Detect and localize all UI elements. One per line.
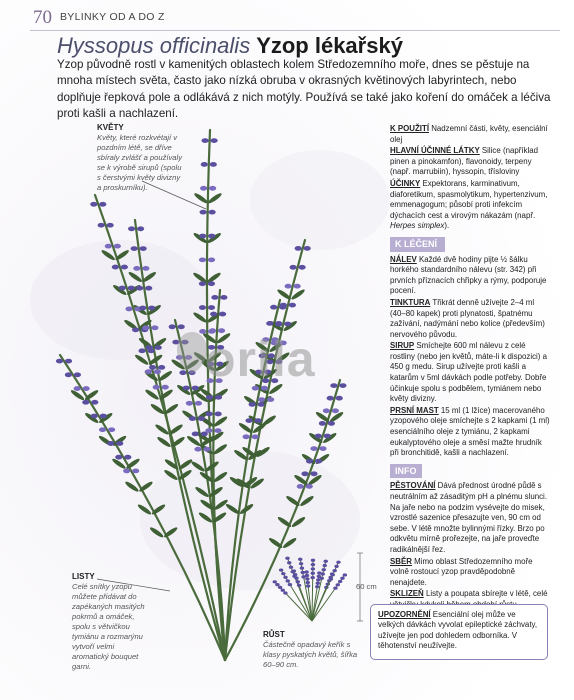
plant-flower — [155, 345, 162, 350]
plant-flower — [243, 434, 250, 439]
intro-paragraph: Yzop původně rostl v kamenitých oblastech kolem Středozemního moře, dnes se pěstuje na mnoha místech světa, často jako nízká obruba v okrasných květinových labyrintech, nebo doplňuje řepková pole a odlákává z nich motýly. Používá se také jako koření do omáček a léčiva proti kašli a nachlazení. — [57, 58, 551, 121]
thumb-flower — [288, 583, 292, 586]
plant-flower — [306, 484, 313, 489]
plant-flower — [142, 325, 149, 330]
ingredients-text: Silice (například pinen a pinokamfon), flavonoidy, terpeny (např. marrubiin), hyssopin, třísloviny — [390, 146, 539, 177]
plant-flower — [210, 138, 217, 143]
treatment-band: K LÉČENÍ — [390, 237, 445, 252]
thumb-flower — [301, 571, 305, 574]
thumb-flower — [338, 580, 342, 583]
thumb-flower — [283, 576, 287, 579]
plant-flower — [324, 434, 331, 439]
tincture-entry — [390, 298, 552, 340]
harvest-text: Mimo oblast Středozemního moře volně rostoucí yzop pravděpodobně nenajdete. — [390, 556, 533, 587]
plant-flower — [336, 396, 343, 401]
czech-name: Yzop lékařský — [256, 33, 403, 58]
thumb-flower — [289, 566, 293, 569]
thumb-flower — [306, 584, 310, 587]
plant-flower — [56, 359, 63, 364]
thumb-flower — [316, 582, 320, 585]
thumb-flower — [332, 569, 336, 572]
plant-leaf — [206, 232, 222, 245]
plant-flower — [203, 447, 210, 452]
plant-flower — [74, 386, 81, 391]
plant-flower — [65, 359, 72, 364]
plant-flower — [183, 386, 190, 391]
plant-flower — [194, 447, 201, 452]
thumb-flower — [336, 583, 340, 586]
plant-leaf — [194, 486, 210, 499]
plant-flower — [201, 162, 208, 167]
effects-end: ). — [444, 221, 450, 231]
plant-leaf — [127, 271, 143, 284]
plant-flower — [249, 402, 256, 407]
plant-flower — [199, 257, 206, 262]
plant-flower — [199, 305, 206, 310]
effects-text: Expektorans, karminativum, diaforetikum, spasmolytikum, hypertenzivum, emmenagogum; působí proti infekcím dýchacích cest a virovým nákazám (např. — [390, 178, 548, 220]
plant-flower — [285, 284, 292, 289]
thumb-flower — [322, 568, 326, 571]
thumb-flower — [275, 583, 279, 586]
plant-flower — [206, 395, 213, 400]
plant-leaf — [141, 271, 157, 284]
plant-flower — [139, 306, 146, 311]
plant-flower — [299, 265, 306, 270]
watermark-text: orila — [205, 331, 316, 387]
plant-flower — [323, 408, 330, 413]
plant-flower — [319, 446, 326, 451]
thumb-flower — [273, 580, 277, 583]
plant-leaf — [190, 460, 206, 473]
thumb-flower — [323, 564, 327, 567]
plant-flower — [112, 265, 119, 270]
thumb-flower — [299, 562, 303, 565]
plant-flower — [199, 234, 206, 239]
plant-flower — [131, 246, 138, 251]
thumb-flower — [311, 563, 315, 566]
thumb-flower — [340, 577, 344, 580]
plant-flower — [339, 383, 346, 388]
plant-flower — [99, 202, 106, 207]
thumb-flower — [281, 572, 285, 575]
plant-leaf — [238, 422, 254, 435]
plant-flower — [169, 324, 176, 329]
harvesting-label: SKLIZEŇ — [390, 589, 424, 599]
plant-leaf — [213, 443, 229, 456]
thumb-flower — [279, 568, 283, 571]
growth-caption-text: Částečně opadavý keřík s klasy pyskatých květů, šířka 60–90 cm. — [263, 640, 358, 669]
thumb-flower — [304, 570, 308, 573]
watermark-logo-icon — [175, 330, 209, 376]
thumb-flower — [311, 567, 315, 570]
plant-flower — [310, 471, 317, 476]
info-column — [390, 124, 552, 612]
thumb-flower — [311, 559, 315, 562]
plant-flower — [107, 223, 114, 228]
plant-flower — [145, 369, 152, 374]
plant-flower — [154, 369, 161, 374]
plant-leaf — [208, 486, 224, 499]
thumb-flower — [320, 577, 324, 580]
plant-flower — [220, 295, 227, 300]
plant-flower — [107, 441, 114, 446]
use-label: K POUŽITÍ — [390, 124, 430, 133]
plant-flower — [132, 327, 139, 332]
thumb-flower — [298, 558, 302, 561]
plant-flower — [310, 446, 317, 451]
plant-leaf — [164, 403, 180, 416]
plant-flower — [198, 416, 205, 421]
plant-flower — [209, 186, 216, 191]
thumb-flower — [300, 566, 304, 569]
plant-flower — [254, 418, 261, 423]
syrup-label: SIRUP — [390, 341, 415, 351]
plant-leaf — [213, 471, 229, 484]
thumb-flower — [324, 560, 328, 563]
plant-flower — [201, 138, 208, 143]
plant-flower — [133, 266, 140, 271]
plant-flower — [270, 305, 277, 310]
plant-flower — [210, 312, 217, 317]
plant-flower — [304, 246, 311, 251]
plant-leaf — [192, 311, 208, 324]
plant-flower — [290, 265, 297, 270]
plant-flower — [279, 305, 286, 310]
thumb-flower — [285, 557, 289, 560]
plant-flower — [83, 386, 90, 391]
plant-flower — [114, 244, 121, 249]
plant-leaf — [146, 304, 162, 317]
thumb-flower — [286, 579, 290, 582]
plant-flower — [136, 286, 143, 291]
info-band: INFO — [390, 464, 422, 479]
leaves-caption-text: Celé snítky yzopu můžete přidávat do zapékaných masitých pokrmů a omáček, spolu s větvičkou tymiánu a rozmarýnu vytvoří velmi aromatický bouquet garni. — [72, 582, 145, 671]
plant-flower — [116, 441, 123, 446]
growth-caption-title: RŮST — [263, 630, 285, 639]
thumb-flower — [278, 586, 282, 589]
tincture-text: Třikrát denně užívejte 2–4 ml (40–80 kapek) proti plynatosti, špatnému zažívání, nadýmání nebo kolice (především) nervového původu. — [390, 297, 545, 339]
plant-flower — [140, 246, 147, 251]
thumb-flower — [333, 587, 337, 590]
plant-flower — [148, 306, 155, 311]
thumb-flower — [287, 561, 291, 564]
use-entry — [390, 124, 552, 145]
plant-flower — [146, 345, 153, 350]
use-text: Nadzemní části, květy, esenciální olej — [390, 124, 548, 144]
plant-flower — [332, 408, 339, 413]
plant-flower — [289, 303, 296, 308]
plant-flower — [151, 325, 158, 330]
effects-label: ÚČINKY — [390, 178, 421, 188]
plant-flower — [219, 312, 226, 317]
thumb-flower — [292, 569, 296, 572]
plant-flower — [74, 372, 81, 377]
chest-rub-label: PRSNÍ MAST — [390, 405, 439, 415]
thumb-flower — [283, 591, 287, 594]
thumb-flower — [306, 581, 310, 584]
plant-flower — [208, 305, 215, 310]
thumb-flower — [305, 577, 309, 580]
growth-height-label: 60 cm — [356, 582, 377, 591]
plant-flower — [91, 414, 98, 419]
flowers-caption-title: KVĚTY — [97, 123, 124, 132]
plant-flower — [211, 295, 218, 300]
plant-flower — [284, 322, 291, 327]
plant-flower — [138, 348, 145, 353]
plant-flower — [162, 385, 169, 390]
page-title — [57, 33, 403, 59]
plant-flower — [119, 286, 126, 291]
plant-flower — [145, 286, 152, 291]
plant-flower — [301, 471, 308, 476]
plant-flower — [124, 455, 131, 460]
plant-flower — [153, 385, 160, 390]
plant-flower — [132, 469, 139, 474]
thumb-flower — [293, 573, 297, 576]
leaves-caption-title: LISTY — [72, 572, 95, 581]
plant-flower — [294, 284, 301, 289]
plant-leaf — [213, 415, 229, 428]
plant-leaf — [198, 511, 214, 524]
header-divider — [30, 30, 560, 31]
plant-flower — [315, 459, 322, 464]
syrup-text: Smíchejte 600 ml nálevu z celé rostliny (nebo jen květů, máte-li k dispozici) a 450 g medu. Sirup užívejte proti kašli a katarům v 5ml dávkách podle potřeby. Dobře účinkuje spolu s podbělem, tymiánem nebo květy divizny. — [390, 341, 547, 404]
plant-flower — [327, 396, 334, 401]
plant-flower — [192, 432, 199, 437]
plant-flower — [205, 428, 212, 433]
plant-flower — [149, 365, 156, 370]
plant-flower — [100, 414, 107, 419]
plant-flower — [319, 421, 326, 426]
plant-flower — [214, 428, 221, 433]
plant-flower — [215, 395, 222, 400]
effects-entry — [390, 179, 552, 232]
warning-label: UPOZORNĚNÍ — [378, 610, 431, 619]
plant-flower — [245, 418, 252, 423]
warning-text: Esenciální olej může ve velkých dávkách vyvolat epileptické záchvaty, užívejte jen pod dohledem odborníka. V těhotenství neužívejte. — [378, 610, 538, 651]
plant-flower — [158, 365, 165, 370]
plant-flower — [137, 226, 144, 231]
plant-flower — [142, 266, 149, 271]
growing-label: PĚSTOVÁNÍ — [390, 481, 436, 491]
harvesting-text: Listy a poupata sbírejte v létě, celé — [425, 589, 548, 599]
plant-flower — [121, 265, 128, 270]
syrup-entry — [390, 341, 552, 405]
thumb-flower — [336, 561, 340, 564]
plant-flower — [215, 412, 222, 417]
plant-flower — [99, 427, 106, 432]
thumb-flower — [334, 565, 338, 568]
plant-flower — [105, 244, 112, 249]
thumb-flower — [294, 577, 298, 580]
infusion-text: Každé dvě hodiny pijte ½ šálku horkého standardního nálevu (str. 342) při prvních příznacích chřipky a rýmy, podporuje pocení. — [390, 254, 547, 296]
leaves-pointer-line — [95, 575, 175, 595]
thumb-flower — [296, 580, 300, 583]
ingredients-label: HLAVNÍ ÚČINNÉ LÁTKY — [390, 146, 480, 156]
thumb-flower — [311, 572, 315, 575]
plant-flower — [115, 455, 122, 460]
growing-text: Dává přednost úrodné půdě s neutrálním až zásaditým pH a plnému slunci. Na jaře nebo na podzim vysévejte do misek, vzrostlé sazenice přesazujte ven, 90 cm od sebe. V létě množte bylinnými řízky. Brzo po odkvětu mírně prořezejte, na jaře proveďte radikálnější řez. — [390, 481, 548, 554]
plant-flower — [275, 321, 282, 326]
chest-rub-text: 15 ml (1 lžíce) macerovaného yzopového oleje smíchejte s 2 kapkami (1 ml) esenciálního oleje z tymiánu, 2 kapkami eukalyptového oleje a směsí mažte hrudník při bronchitidě, kašli a nachlazení. — [390, 405, 550, 458]
plant-flower — [178, 324, 185, 329]
plant-flower — [252, 434, 259, 439]
page-number: 70 — [33, 7, 52, 28]
plant-flower — [123, 469, 130, 474]
thumb-flower — [321, 572, 325, 575]
thumb-flower — [281, 589, 285, 592]
chest-rub-entry — [390, 406, 552, 459]
latin-name: Hyssopus officinalis — [57, 33, 251, 58]
plant-flower — [125, 307, 132, 312]
thumb-flower — [331, 573, 335, 576]
plant-flower — [330, 383, 337, 388]
plant-flower — [186, 401, 193, 406]
infusion-entry — [390, 255, 552, 297]
plant-flower — [65, 372, 72, 377]
effects-italic: Herpes simplex — [390, 221, 445, 231]
plant-flower — [208, 281, 215, 286]
plant-flower — [295, 246, 302, 251]
tincture-label: TINKTURA — [390, 297, 431, 307]
flowers-caption-text: Květy, které rozkvétají v pozdním létě, se dříve sbíraly zvlášť a používaly se k výrobě sirupů (spolu s čerstvými květy divizny a proskurníku). — [97, 133, 182, 192]
plant-flower — [315, 434, 322, 439]
growing-entry — [390, 481, 552, 555]
thumb-flower — [343, 573, 347, 576]
plant-flower — [199, 281, 206, 286]
harvest-entry — [390, 557, 552, 589]
plant-flower — [258, 402, 265, 407]
plant-flower — [297, 484, 304, 489]
warning-box — [370, 604, 548, 660]
plant-flower — [91, 400, 98, 405]
flowers-pointer-line — [140, 175, 210, 215]
plant-flower — [208, 234, 215, 239]
plant-flower — [266, 321, 273, 326]
plant-flower — [98, 223, 105, 228]
plant-flower — [128, 286, 135, 291]
plant-flower — [267, 397, 274, 402]
harvest-label: SBĚR — [390, 556, 412, 566]
plant-flower — [189, 416, 196, 421]
plant-flower — [82, 400, 89, 405]
plant-flower — [210, 162, 217, 167]
plant-flower — [195, 401, 202, 406]
ingredients-entry — [390, 146, 552, 178]
growth-caption — [263, 630, 363, 670]
plant-flower — [128, 226, 135, 231]
plant-leaf — [225, 503, 241, 516]
plant-flower — [206, 412, 213, 417]
thumb-flower — [297, 584, 301, 587]
plant-flower — [192, 386, 199, 391]
plant-flower — [108, 427, 115, 432]
thumb-flower — [311, 576, 315, 579]
plant-leaf — [192, 232, 208, 245]
thumb-flower — [315, 585, 319, 588]
thumb-flower — [329, 577, 333, 580]
plant-flower — [306, 459, 313, 464]
plant-flower — [258, 397, 265, 402]
section-title: BYLINKY OD A DO Z — [60, 11, 165, 23]
plant-flower — [90, 202, 97, 207]
thumb-flower — [305, 574, 309, 577]
plant-flower — [208, 257, 215, 262]
infusion-label: NÁLEV — [390, 254, 417, 264]
plant-flower — [328, 421, 335, 426]
